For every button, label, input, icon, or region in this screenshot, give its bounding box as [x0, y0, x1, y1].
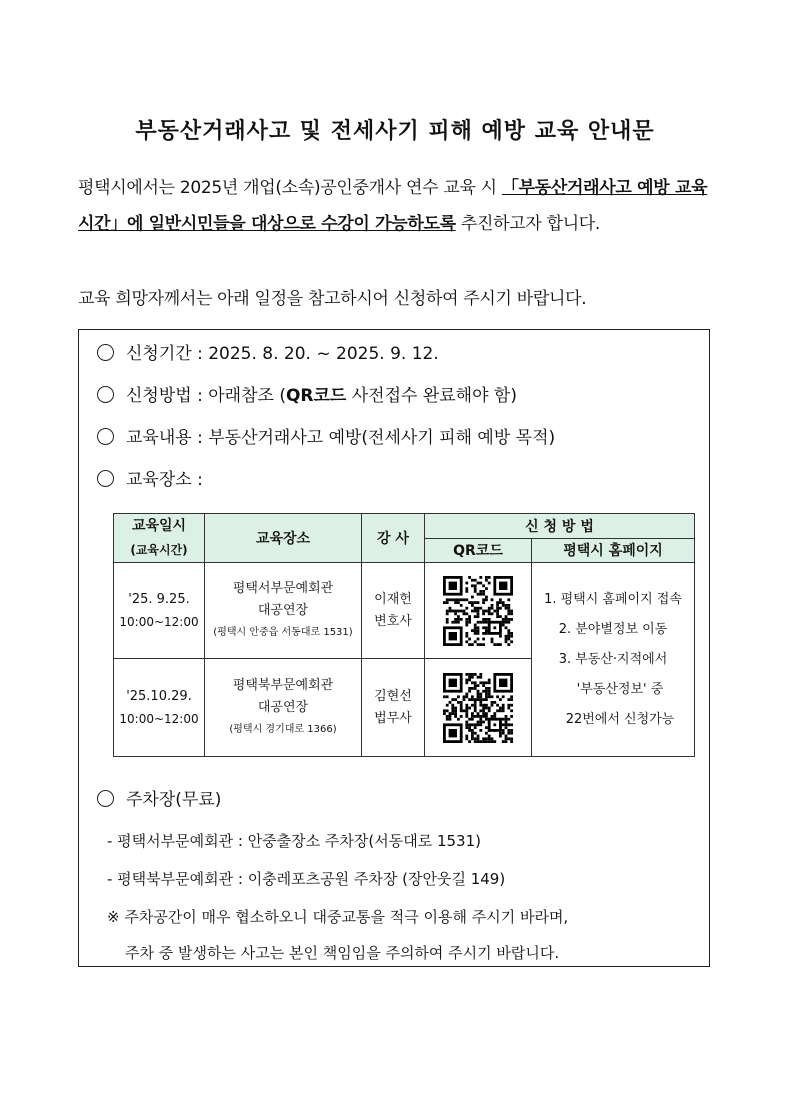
- schedule-table: [113, 513, 695, 757]
- item-parking: 주차장(무료): [97, 788, 221, 812]
- item-content: 교육내용 : 부동산거래사고 예방(전세사기 피해 예방 목적): [97, 426, 555, 450]
- circle-bullet-icon: [97, 344, 114, 361]
- document-title: 부동산거래사고 및 전세사기 피해 예방 교육 안내문: [135, 119, 655, 144]
- item-method: 신청방법 : 아래참조 (QR코드 사전접수 완료해야 함): [97, 384, 517, 408]
- circle-bullet-icon: [97, 470, 114, 487]
- circle-bullet-icon: [97, 428, 114, 445]
- parking-line-1: - 평택서부문예회관 : 안중출장소 주차장(서동대로 1531): [107, 832, 481, 850]
- parking-line-2: - 평택북부문예회관 : 이충레포츠공원 주차장 (장안웃길 149): [107, 870, 506, 888]
- row1-qr-cell: [425, 563, 532, 659]
- homepage-steps: [532, 563, 695, 757]
- info-box: [78, 329, 710, 967]
- qr-code-icon[interactable]: [443, 576, 513, 646]
- row2-qr-cell: [425, 659, 532, 757]
- intro-request: 교육 희망자께서는 아래 일정을 참고하시어 신청하여 주시기 바랍니다.: [78, 289, 587, 309]
- qr-code-icon[interactable]: [443, 673, 513, 743]
- item-period: 신청기간 : 2025. 8. 20. ~ 2025. 9. 12.: [97, 342, 439, 366]
- intro-emphasis: 「부동산거래사고 예방 교육 시간」에 일반시민들을 대상으로 수강이 가능하도록: [78, 178, 708, 234]
- intro-text-c: 추진하고자 합니다.: [455, 214, 601, 234]
- circle-bullet-icon: [97, 790, 114, 807]
- circle-bullet-icon: [97, 386, 114, 403]
- header-lecturer: 강 사: [362, 514, 425, 563]
- intro-text-a: 평택시에서는 2025년 개업(소속)공인중개사 연수 교육 시: [78, 178, 502, 198]
- parking-note-1: ※ 주차공간이 매우 협소하오니 대중교통을 적극 이용해 주시기 바라며,: [107, 908, 569, 926]
- row2-date: '25.10.29. 10:00~12:00: [114, 659, 205, 757]
- row1-date: '25. 9.25. 10:00~12:00: [114, 563, 205, 659]
- header-place: 교육장소: [205, 514, 362, 563]
- homepage-step-3b: '부동산정보' 중: [576, 681, 664, 697]
- header-date: 교육일시 (교육시간): [114, 514, 205, 563]
- header-homepage: 평택시 홈페이지: [532, 538, 695, 563]
- item-place: 교육장소 :: [97, 468, 203, 492]
- row1-lecturer: 이재헌 변호사: [362, 563, 425, 659]
- row2-lecturer: 김현선 법무사: [362, 659, 425, 757]
- homepage-step-1: 1. 평택시 홈페이지 접속: [544, 591, 682, 607]
- header-method: 신 청 방 법: [425, 514, 695, 539]
- homepage-step-3c: 22번에서 신청가능: [565, 711, 675, 727]
- homepage-step-2: 2. 분야별정보 이동: [558, 621, 668, 637]
- parking-note-2: 주차 중 발생하는 사고는 본인 책임임을 주의하여 주시기 바랍니다.: [125, 944, 560, 962]
- homepage-step-3: 3. 부동산·지적에서: [558, 651, 668, 667]
- row2-place: 평택북부문예회관 대공연장 (평택시 경기대로 1366): [205, 659, 362, 757]
- row1-place: 평택서부문예회관 대공연장 (평택시 안중읍 서동대로 1531): [205, 563, 362, 659]
- header-qr: QR코드: [425, 538, 532, 563]
- intro-paragraph: [78, 170, 728, 242]
- table-row: [114, 563, 695, 659]
